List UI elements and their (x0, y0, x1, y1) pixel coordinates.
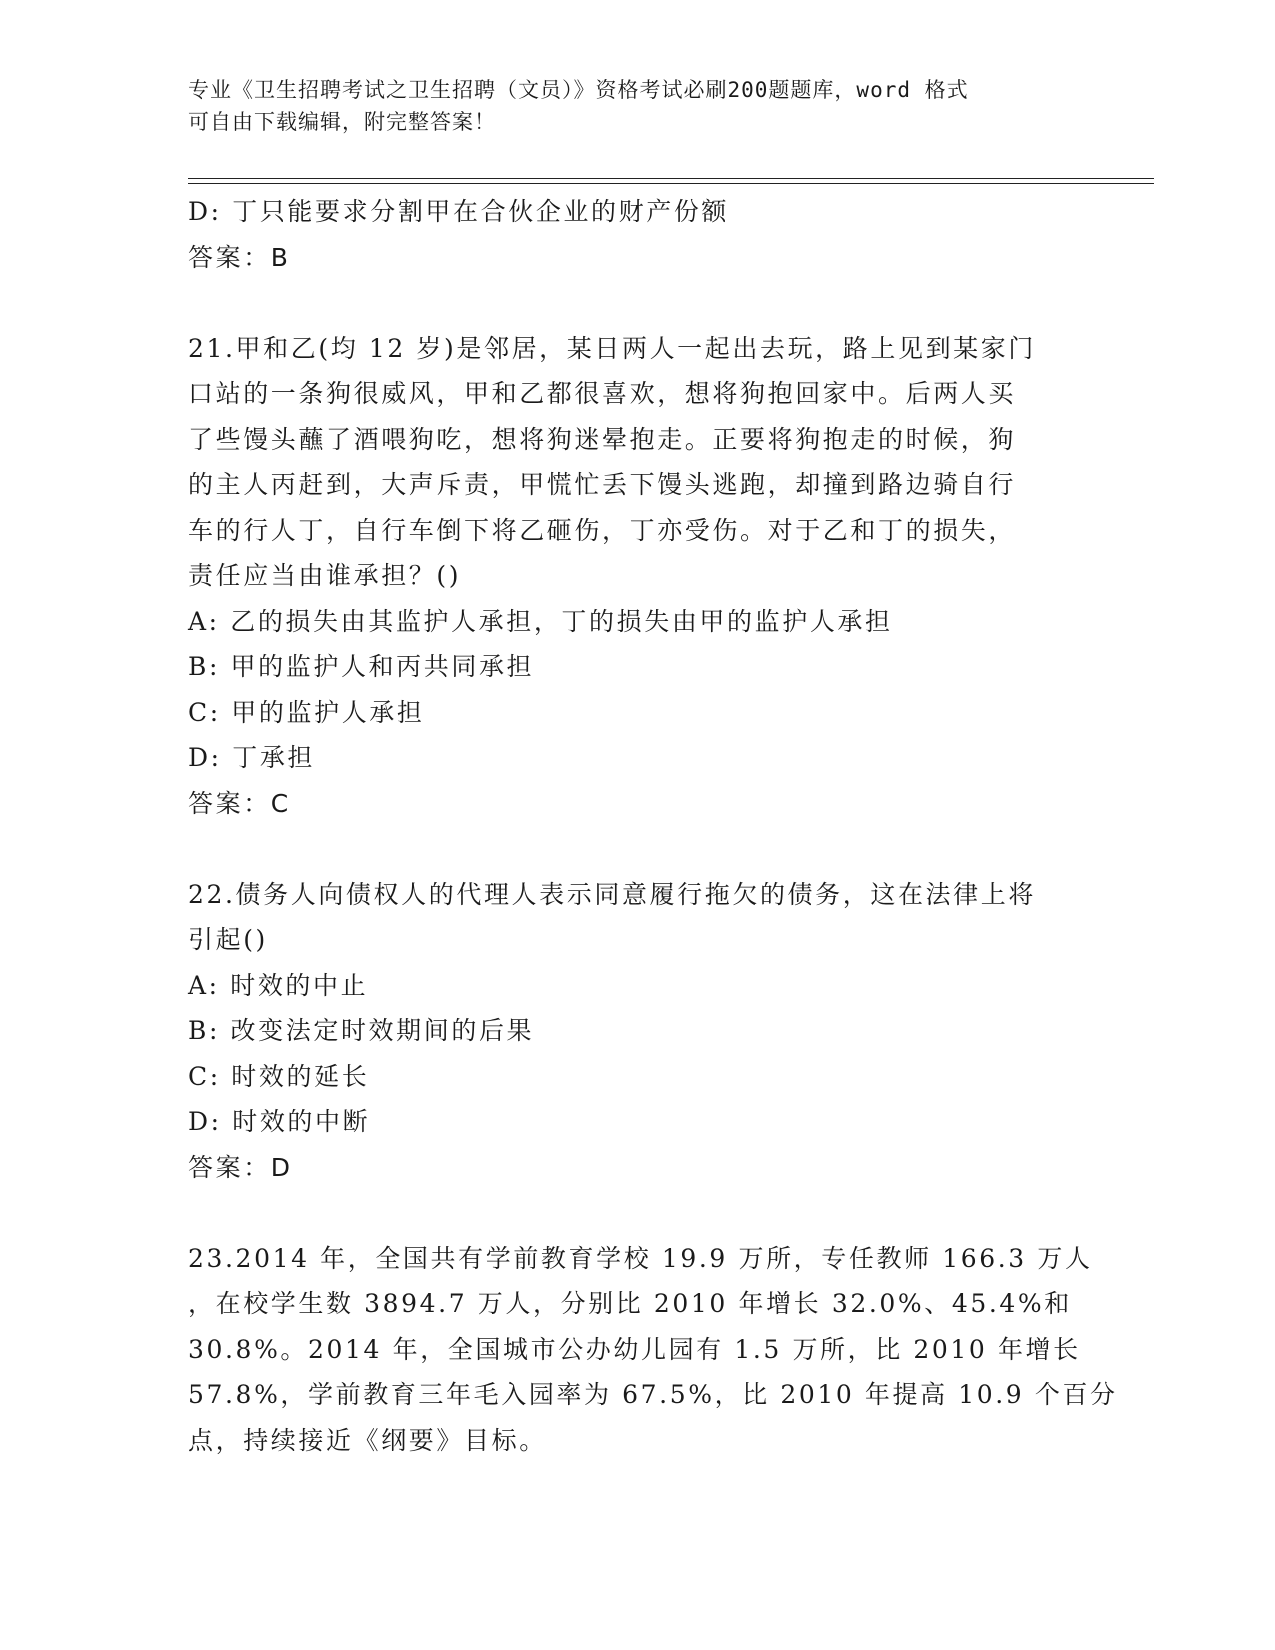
question-21-line: 21.甲和乙(均 12 岁)是邻居，某日两人一起出去玩，路上见到某家门 (188, 333, 1036, 363)
question-23-line: 点，持续接近《纲要》目标。 (188, 1425, 547, 1455)
question-21-option-d: D: 丁承担 (188, 743, 316, 772)
question-22-answer: 答案：D (188, 1152, 293, 1182)
spacer (188, 1190, 1088, 1236)
question-21-line: 的主人丙赶到，大声斥责，甲慌忙丢下馒头逃跑，却撞到路边骑自行 (188, 470, 1017, 499)
question-21 (188, 326, 1088, 827)
question-23-line: ，在校学生数 3894.7 万人，分别比 2010 年增长 32.0%、45.4%和 (188, 1289, 1072, 1318)
question-22-option-b: B: 改变法定时效期间的后果 (188, 1016, 535, 1045)
question-21-line: 了些馒头蘸了酒喂狗吃，想将狗迷晕抱走。正要将狗抱走的时候，狗 (188, 424, 1017, 454)
header-rule-top (188, 178, 1154, 179)
question-23-line: 30.8%。2014 年，全国城市公办幼儿园有 1.5 万所，比 2010 年增长 (188, 1334, 1081, 1364)
question-21-line: 口站的一条狗很威风，甲和乙都很喜欢，想将狗抱回家中。后两人买 (188, 379, 1017, 408)
question-21-option-c: C: 甲的监护人承担 (188, 697, 425, 727)
page-header (188, 74, 1068, 138)
question-21-line: 车的行人丁，自行车倒下将乙砸伤，丁亦受伤。对于乙和丁的损失， (188, 515, 1017, 545)
prev-answer: 答案：B (188, 242, 291, 272)
spacer (188, 280, 1088, 326)
prev-option-d: D: 丁只能要求分割甲在合伙企业的财产份额 (188, 197, 730, 226)
question-21-option-b: B: 甲的监护人和丙共同承担 (188, 652, 535, 681)
question-21-line: 责任应当由谁承担？() (188, 561, 462, 590)
question-22-line: 22.债务人向债权人的代理人表示同意履行拖欠的债务，这在法律上将 (188, 879, 1036, 909)
question-22 (188, 872, 1088, 1191)
question-23-line: 57.8%，学前教育三年毛入园率为 67.5%，比 2010 年提高 10.9 个百分 (188, 1380, 1118, 1409)
spacer (188, 826, 1088, 872)
header-title-line-2: 可自由下载编辑，附完整答案！ (188, 110, 496, 134)
document-body (188, 189, 1118, 1463)
question-22-option-a: A: 时效的中止 (188, 970, 369, 1000)
question-21-answer: 答案：C (188, 788, 291, 818)
question-22-line: 引起() (188, 925, 268, 954)
header-rule-bottom (188, 183, 1154, 184)
question-21-option-a: A: 乙的损失由其监护人承担，丁的损失由甲的监护人承担 (188, 606, 893, 636)
question-23-line: 23.2014 年，全国共有学前教育学校 19.9 万所，专任教师 166.3 万人 (188, 1243, 1093, 1273)
header-title-line-1: 专业《卫生招聘考试之卫生招聘（文员）》资格考试必刷200题题库，word 格式 (188, 78, 969, 102)
question-22-option-d: D: 时效的中断 (188, 1107, 371, 1136)
question-23 (188, 1236, 1118, 1464)
question-22-option-c: C: 时效的延长 (188, 1061, 370, 1091)
